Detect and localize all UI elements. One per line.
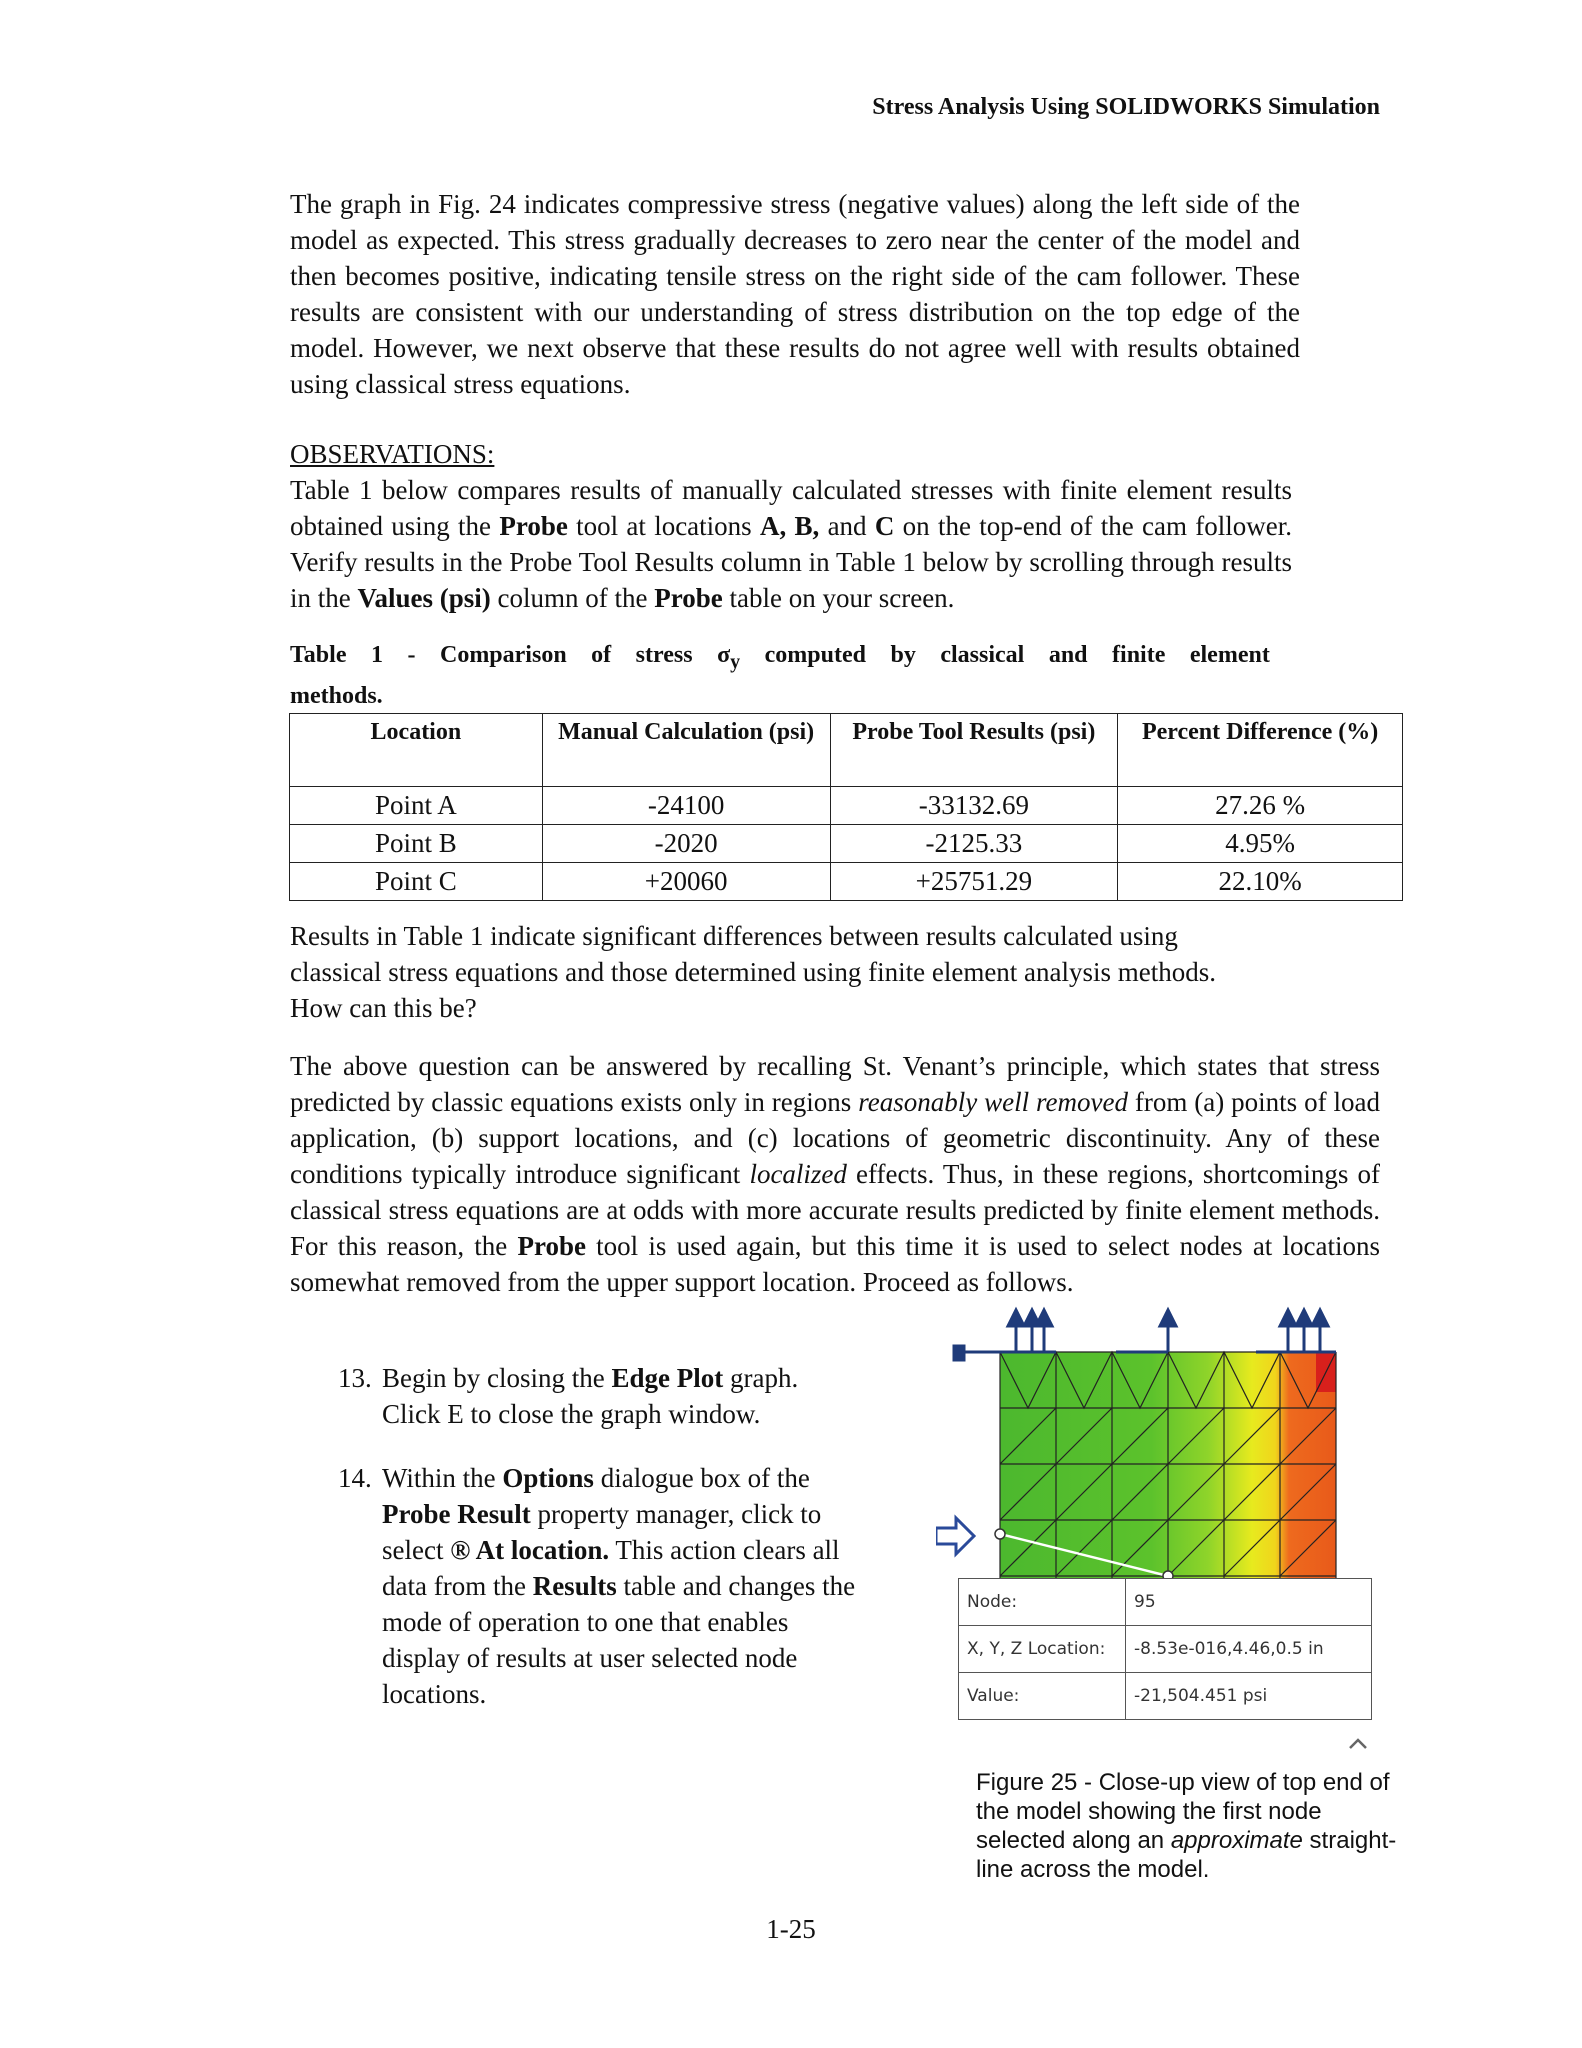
step-bold: Results <box>532 1571 617 1601</box>
observations-paragraph <box>290 472 1292 616</box>
obs-values: Values (psi) <box>357 583 491 613</box>
step-bold: ® At location. <box>450 1535 610 1565</box>
step-text-part: graph. Click E to close the graph window. <box>382 1363 799 1429</box>
cap-word: stress <box>635 642 693 668</box>
probe-node-start <box>995 1529 1005 1539</box>
cell-location: Point C <box>290 863 543 901</box>
venant-paragraph <box>290 1048 1380 1300</box>
cap-word: of <box>591 642 612 668</box>
table-header-row <box>290 714 1403 787</box>
cell-probe: +25751.29 <box>830 863 1118 901</box>
sigma-symbol: σ <box>717 642 731 668</box>
cap-word: by <box>890 642 916 668</box>
step-text-part: property manager, click to select <box>382 1499 822 1565</box>
step-bold: Options <box>502 1463 594 1493</box>
probe-label: X, Y, Z Location: <box>959 1626 1126 1673</box>
cap-word: classical <box>940 642 1025 668</box>
caption-italic: approximate <box>1170 1827 1303 1854</box>
cell-probe: -2125.33 <box>830 825 1118 863</box>
venant-text <box>290 1048 1380 1300</box>
obs-text-1: Table 1 below compares results of manually calculated stresses with finite element results obtained using the <box>290 475 1292 541</box>
cap-sigma <box>717 638 740 679</box>
step-text <box>382 1460 858 1712</box>
step-bold: Edge Plot <box>611 1363 724 1393</box>
header-location: Location <box>290 714 543 787</box>
step-13 <box>338 1360 858 1432</box>
probe-value: -8.53e-016,4.46,0.5 in <box>1126 1626 1372 1673</box>
obs-text-6: table on your screen. <box>722 583 955 613</box>
step-text-part: This action clears all data from the <box>382 1535 840 1601</box>
step-text <box>382 1360 858 1432</box>
observations-heading: OBSERVATIONS: <box>290 439 495 469</box>
page-number: 1-25 <box>766 1914 816 1944</box>
venant-text-1: The above question can be answered by recalling St. Venant’s principle, which states that stress predicted by classic equations exists only in regions <box>290 1051 1380 1117</box>
results-paragraph <box>290 918 1270 1026</box>
caption-text-1: Figure 25 - Close-up view of top end of the model showing the first node selected along an <box>976 1769 1390 1854</box>
results-text: Results in Table 1 indicate significant differences between results calculated using classical stress equations and those determined using finite element analysis methods. How can this be? <box>290 921 1217 1023</box>
header-manual: Manual Calculation (psi) <box>542 714 830 787</box>
step-number: 14. <box>338 1463 372 1493</box>
step-text-part: dialogue box of the <box>593 1463 810 1493</box>
probe-label: Node: <box>959 1579 1126 1626</box>
cell-probe: -33132.69 <box>830 787 1118 825</box>
caption-text-2: straight-line across the model. <box>976 1827 1397 1883</box>
probe-value: -21,504.451 psi <box>1126 1673 1372 1720</box>
obs-text-3: and <box>819 511 875 541</box>
table-row <box>290 863 1403 901</box>
step-14 <box>338 1460 858 1712</box>
obs-abc: A, B, <box>759 511 820 541</box>
cell-manual: -24100 <box>542 787 830 825</box>
cap-word: Comparison <box>439 642 567 668</box>
probe-results-table <box>958 1578 1372 1720</box>
obs-text-2: tool at locations <box>567 511 760 541</box>
cell-percent: 27.26 % <box>1118 787 1403 825</box>
step-text-part: table and changes the mode of operation to one that enables display of results at user selected node locations. <box>382 1571 856 1709</box>
support-arrows-icon <box>954 1310 1336 1360</box>
table1-caption <box>290 638 1270 713</box>
figure-caption <box>976 1768 1406 1884</box>
step-text-part: Within the <box>382 1463 503 1493</box>
obs-text-4: on the top-end of the cam follower. Verify results in the Probe Tool Results column in Table 1 below by scrolling through results in the <box>290 511 1293 613</box>
probe-row <box>959 1626 1372 1673</box>
steps-list <box>338 1360 858 1740</box>
observations-section <box>290 436 1292 616</box>
obs-probe-2: Probe <box>654 583 723 613</box>
cap-word: 1 <box>370 642 383 668</box>
cell-percent: 22.10% <box>1118 863 1403 901</box>
venant-italic-1: reasonably well removed <box>858 1087 1128 1117</box>
cap-word: element <box>1189 642 1270 668</box>
intro-text: The graph in Fig. 24 indicates compressive stress (negative values) along the left side of the model as expected. This stress gradually decreases to zero near the center of the model and then becomes positive, indicating tensile stress on the right side of the cam follower. These results are consistent with our understanding of stress distribution on the top edge of the model. However, we next observe that these results do not agree well with results obtained using classical stress equations. <box>290 189 1300 399</box>
obs-text-5: column of the <box>490 583 655 613</box>
header-percent: Percent Difference (%) <box>1118 714 1403 787</box>
probe-value: 95 <box>1126 1579 1372 1626</box>
probe-row <box>959 1673 1372 1720</box>
cap-word: methods. <box>290 682 383 709</box>
venant-text-2: from (a) points of load application, (b) support locations, and (c) locations of geometric discontinuity. Any of these conditions typically introduce significant <box>290 1087 1380 1189</box>
header-probe: Probe Tool Results (psi) <box>830 714 1118 787</box>
selection-arrow-icon <box>936 1518 974 1554</box>
cell-percent: 4.95% <box>1118 825 1403 863</box>
step-number: 13. <box>338 1363 372 1393</box>
obs-probe: Probe <box>499 511 568 541</box>
cell-manual: +20060 <box>542 863 830 901</box>
cap-word: - <box>407 642 416 668</box>
table-row <box>290 825 1403 863</box>
comparison-table <box>289 713 1403 901</box>
step-bold: Probe Result <box>382 1499 531 1529</box>
sigma-subscript: y <box>730 650 741 673</box>
venant-probe: Probe <box>517 1231 586 1261</box>
venant-text-4: tool is used again, but this time it is used to select nodes at locations somewhat removed from the upper support location. Proceed as follows. <box>290 1231 1380 1297</box>
intro-paragraph <box>290 186 1300 402</box>
cap-word: computed <box>764 642 866 668</box>
step-text-part: Begin by closing the <box>382 1363 612 1393</box>
probe-row <box>959 1579 1372 1626</box>
cap-word: Table <box>290 642 347 668</box>
running-header: Stress Analysis Using SOLIDWORKS Simulation <box>872 94 1380 120</box>
cell-manual: -2020 <box>542 825 830 863</box>
cell-location: Point B <box>290 825 543 863</box>
cell-location: Point A <box>290 787 543 825</box>
cap-word: finite <box>1112 642 1166 668</box>
venant-text-3: effects. Thus, in these regions, shortcomings of classical stress equations are at odds with more accurate results predicted by finite element methods. For this reason, the <box>290 1159 1381 1261</box>
cap-word: and <box>1048 642 1088 668</box>
probe-label: Value: <box>959 1673 1126 1720</box>
venant-italic-2: localized <box>749 1159 847 1189</box>
obs-c: C <box>874 511 895 541</box>
chevron-up-icon[interactable] <box>1350 1740 1366 1748</box>
table-row <box>290 787 1403 825</box>
